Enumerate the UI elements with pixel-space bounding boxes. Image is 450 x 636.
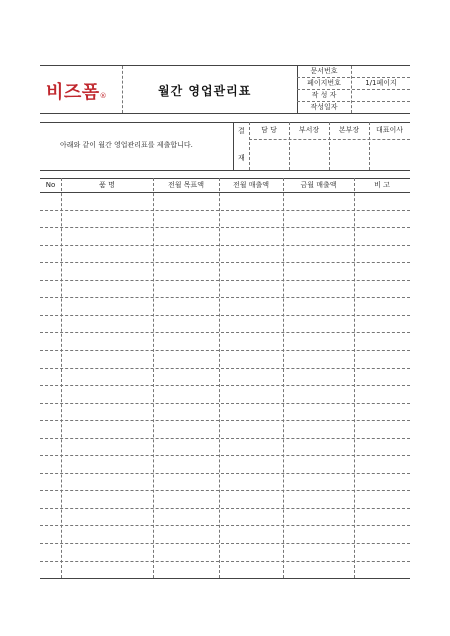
table-row-line xyxy=(40,490,410,491)
header-top-border xyxy=(40,65,410,66)
table-column-divider xyxy=(354,178,355,578)
logo-divider xyxy=(122,66,123,113)
header-bottom-border xyxy=(40,113,410,114)
approval-role-ceo: 대표이사 xyxy=(375,126,404,134)
approval-left-border xyxy=(233,122,234,170)
table-row-line xyxy=(40,455,410,456)
table-column-divider xyxy=(153,178,154,578)
brand-logo xyxy=(46,78,107,104)
table-row-line xyxy=(40,297,410,298)
registered-mark-icon: ® xyxy=(99,92,107,100)
approval-top-border xyxy=(40,122,410,123)
document-title: 월간 영업관리표 xyxy=(158,84,252,98)
table-row-line xyxy=(40,262,410,263)
page-number-label: 페이지번호 xyxy=(307,79,341,87)
date-label: 작성일자 xyxy=(310,103,338,111)
approval-side-top: 결 xyxy=(238,127,245,135)
table-row-line xyxy=(40,543,410,544)
approval-role-division-head: 본부장 xyxy=(338,126,360,134)
table-column-divider xyxy=(283,178,284,578)
table-column-header: 품 명 xyxy=(99,181,115,189)
table-row-line xyxy=(40,280,410,281)
table-row-line xyxy=(40,525,410,526)
table-row-line xyxy=(40,210,410,211)
table-row-line xyxy=(40,245,410,246)
intro-text: 아래와 같이 월간 영업관리표를 제출합니다. xyxy=(60,141,193,149)
table-column-header: 전월 목표액 xyxy=(167,181,205,189)
table-column-header: 비 고 xyxy=(374,181,390,189)
table-column-divider xyxy=(61,178,62,578)
table-row-line xyxy=(40,385,410,386)
table-column-header: 금월 매출액 xyxy=(300,181,337,189)
table-row-line xyxy=(40,403,410,404)
approval-role-staff: 담 당 xyxy=(261,126,277,134)
page-number-value: 1/1페이지 xyxy=(365,79,397,87)
table-row-line xyxy=(40,473,410,474)
info-row-line xyxy=(297,89,410,90)
table-row-line xyxy=(40,350,410,351)
approval-bottom-border xyxy=(40,170,410,171)
info-row-line xyxy=(297,101,410,102)
table-column-header: No xyxy=(45,181,56,189)
brand-logo-text: 비즈폼 xyxy=(46,82,100,103)
table-row-line xyxy=(40,332,410,333)
table-row-line xyxy=(40,420,410,421)
table-row-line xyxy=(40,227,410,228)
table-row-line xyxy=(40,508,410,509)
approval-side-bottom: 재 xyxy=(238,154,245,162)
table-row-line xyxy=(40,561,410,562)
table-row-line xyxy=(40,368,410,369)
author-label: 작 성 자 xyxy=(311,91,337,99)
table-row-line xyxy=(40,438,410,439)
doc-number-label: 문서번호 xyxy=(310,67,338,75)
table-row-line xyxy=(40,315,410,316)
info-row-line xyxy=(297,77,410,78)
table-column-header: 전월 매출액 xyxy=(232,181,270,189)
table-bottom-border xyxy=(40,578,410,579)
approval-role-dept-head: 부서장 xyxy=(298,126,320,134)
table-column-divider xyxy=(219,178,220,578)
